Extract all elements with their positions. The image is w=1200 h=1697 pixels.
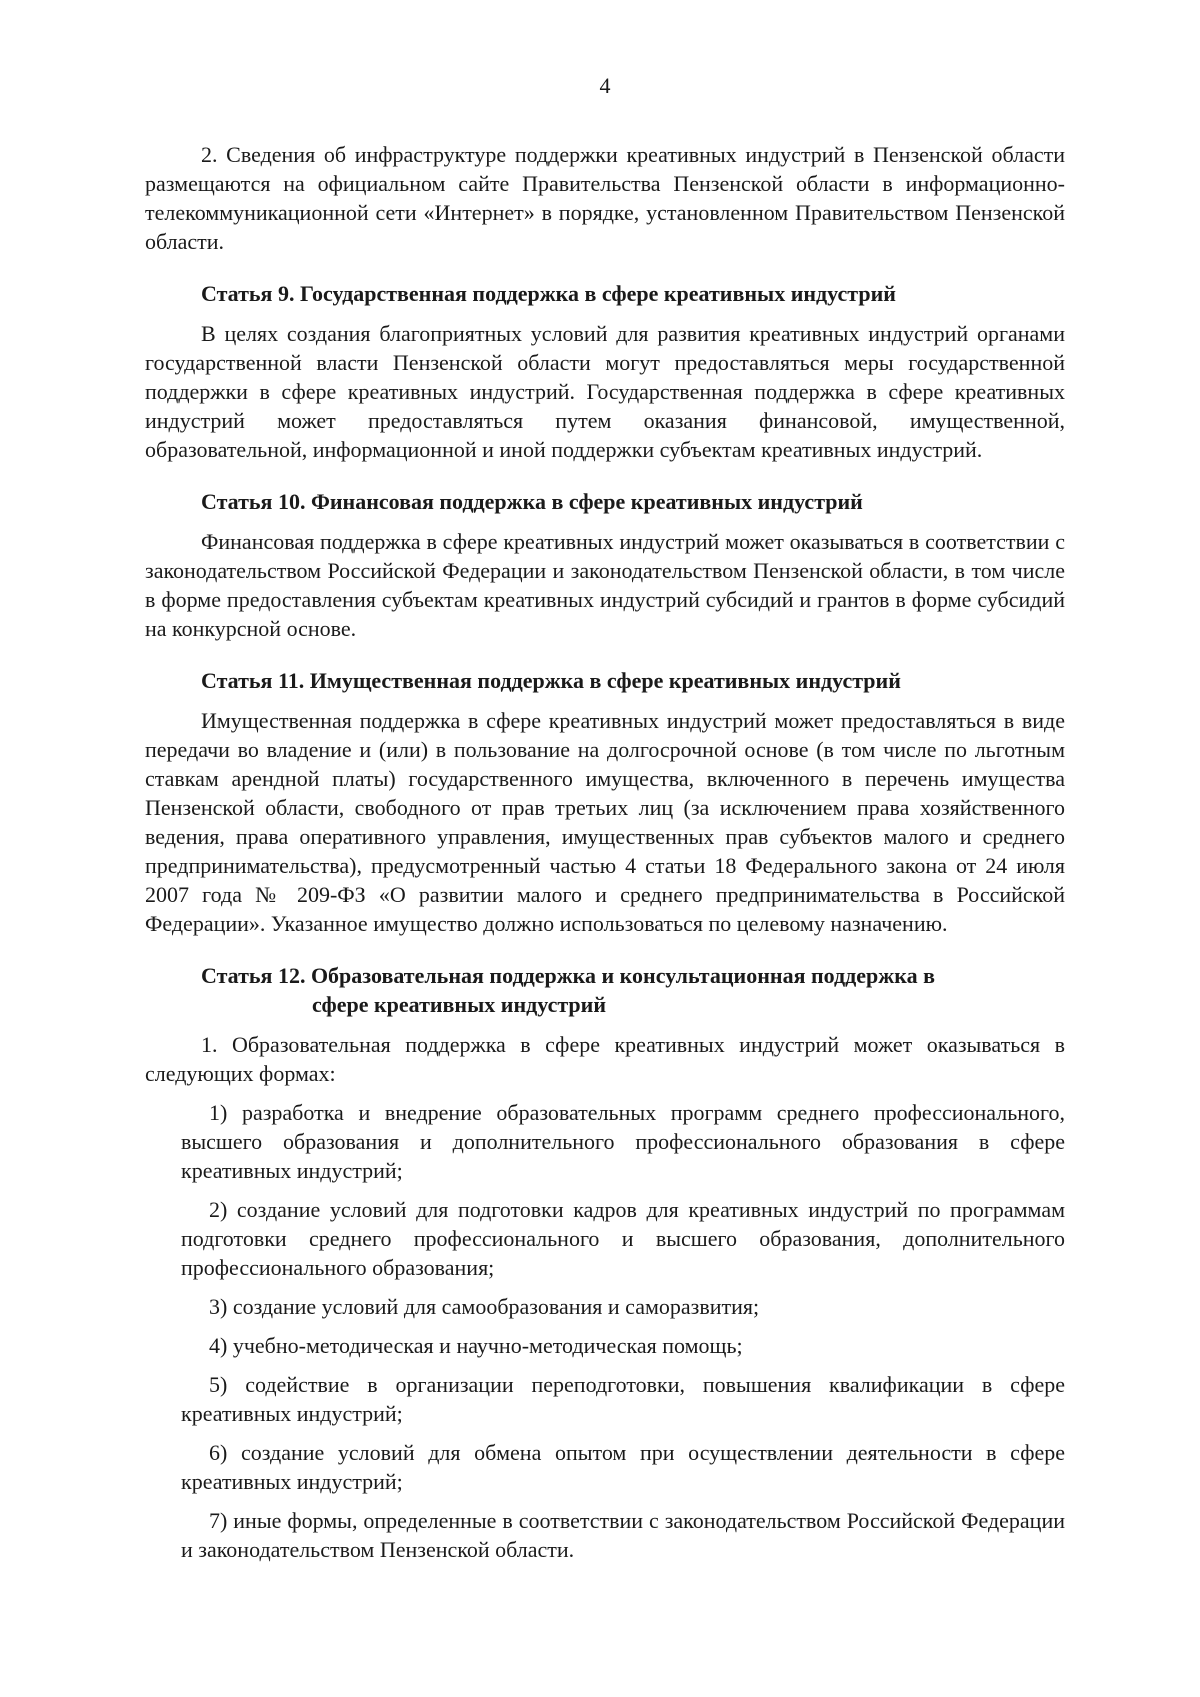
article-12-intro: 1. Образовательная поддержка в сфере креативных индустрий может оказываться в следующих формах:	[145, 1032, 1065, 1086]
list-item: 3) создание условий для самообразования и саморазвития;	[209, 1294, 760, 1319]
list-item: 1) разработка и внедрение образовательных программ среднего профессионального, высшего образования и дополнительного профессионального образования в сфере креативных индустрий;	[181, 1100, 1065, 1183]
article-12-title-line2: сфере креативных индустрий	[312, 992, 607, 1017]
support-forms-list	[145, 1098, 1065, 1564]
article-9-body: В целях создания благоприятных условий для развития креативных индустрий органами государственной власти Пензенской области могут предоставляться меры государственной поддержки в сфере креативных индустрий. Государственная поддержка в сфере креативных индустрий может предоставляться путем оказания финансовой, имущественной, образовательной, информационной и иной поддержки субъектам креативных индустрий.	[145, 321, 1065, 462]
article-12-title	[145, 961, 1065, 1019]
list-item: 7) иные формы, определенные в соответствии с законодательством Российской Федерации и законодательством Пензенской области.	[181, 1508, 1065, 1562]
page-number: 4	[599, 73, 611, 98]
list-item: 5) содействие в организации переподготовки, повышения квалификации в сфере креативных индустрий;	[181, 1372, 1065, 1426]
document-body	[145, 140, 1065, 1564]
article-10-title: Статья 10. Финансовая поддержка в сфере креативных индустрий	[201, 489, 863, 514]
list-item: 2) создание условий для подготовки кадров для креативных индустрий по программам подготовки среднего профессионального и высшего образования, дополнительного профессионального образования;	[181, 1197, 1065, 1280]
article-11-title: Статья 11. Имущественная поддержка в сфере креативных индустрий	[201, 668, 901, 693]
article-10-body: Финансовая поддержка в сфере креативных индустрий может оказываться в соответствии с законодательством Российской Федерации и законодательством Пензенской области, в том числе в форме предоставления субъектам креативных индустрий субсидий и грантов в форме субсидий на конкурсной основе.	[145, 529, 1065, 641]
intro-paragraph: 2. Сведения об инфраструктуре поддержки креативных индустрий в Пензенской области размещаются на официальном сайте Правительства Пензенской области в информационно-телекоммуникационной сети «Интернет» в порядке, установленном Правительством Пензенской области.	[145, 142, 1065, 254]
article-12-title-line1: Статья 12. Образовательная поддержка и консультационная поддержка в	[201, 963, 935, 988]
article-9-title: Статья 9. Государственная поддержка в сфере креативных индустрий	[201, 281, 896, 306]
list-item: 6) создание условий для обмена опытом при осуществлении деятельности в сфере креативных индустрий;	[181, 1440, 1065, 1494]
article-11-body: Имущественная поддержка в сфере креативных индустрий может предоставляться в виде передачи во владение и (или) в пользование на долгосрочной основе (в том числе по льготным ставкам арендной платы) государственного имущества, включенного в перечень имущества Пензенской области, свободного от прав третьих лиц (за исключением права хозяйственного ведения, права оперативного управления, имущественных прав субъектов малого и среднего предпринимательства), предусмотренный частью 4 статьи 18 Федерального закона от 24 июля 2007 года № 209-ФЗ «О развитии малого и среднего предпринимательства в Российской Федерации». Указанное имущество должно использоваться по целевому назначению.	[145, 708, 1065, 936]
list-item: 4) учебно-методическая и научно-методическая помощь;	[209, 1333, 743, 1358]
